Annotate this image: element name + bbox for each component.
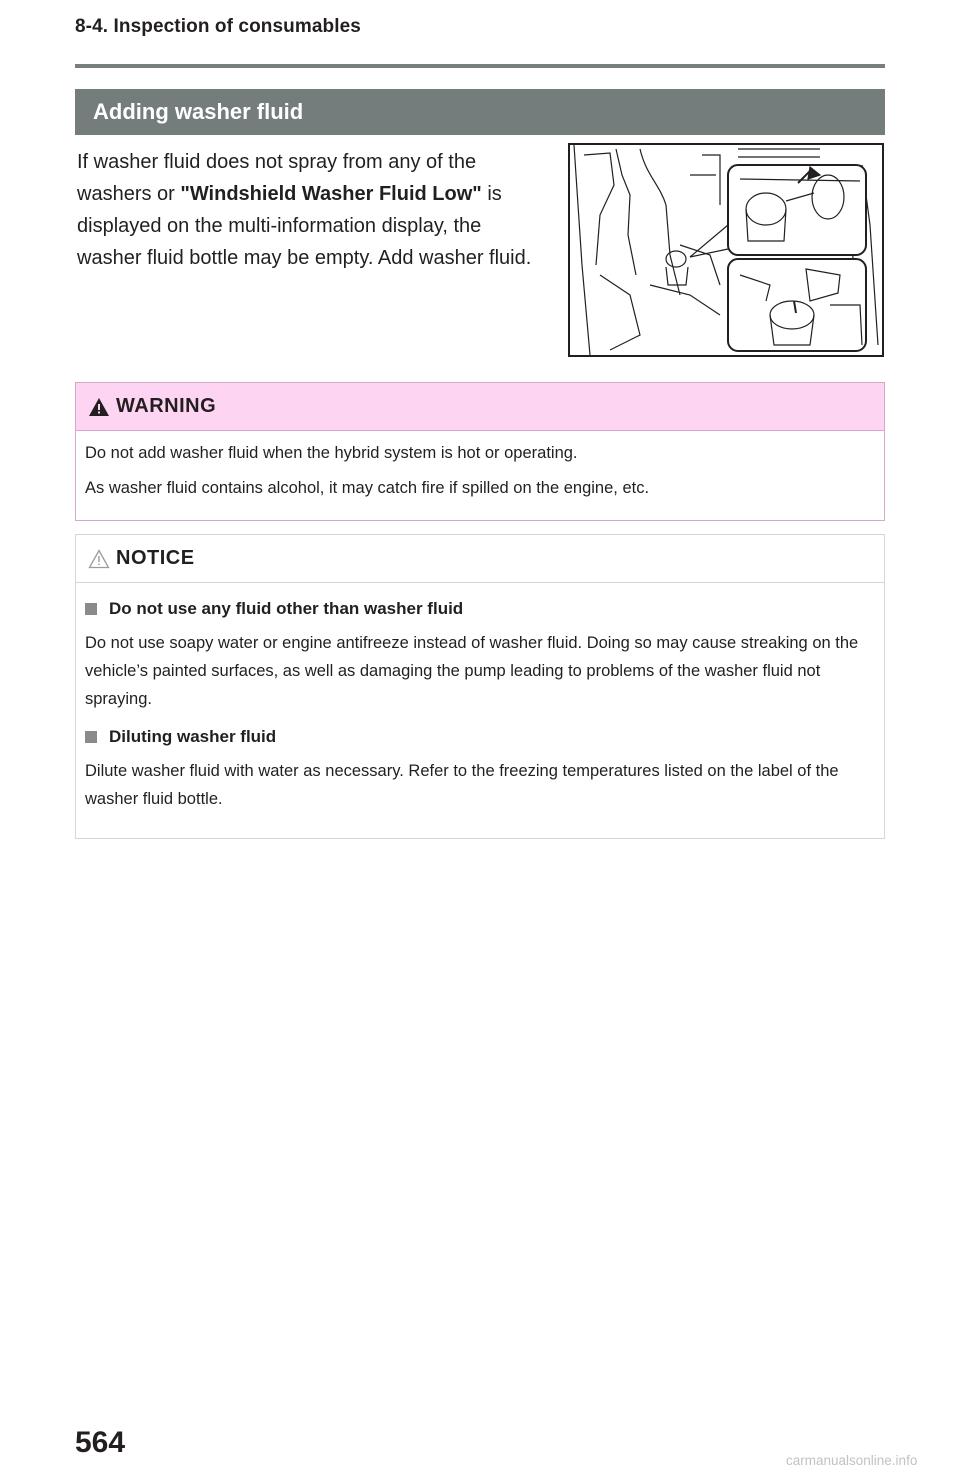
notice-header — [76, 535, 884, 583]
warning-box — [75, 382, 885, 521]
warning-title: WARNING — [116, 395, 217, 417]
washer-fluid-figure — [568, 143, 884, 357]
warning-body — [76, 431, 884, 498]
square-bullet-icon — [85, 603, 97, 615]
notice-triangle-outline-icon — [88, 549, 110, 569]
warning-triangle-icon — [88, 397, 110, 417]
intro-text-after: is displayed on the multi-information display, the washer fluid bottle may be empty. Add washer fluid. — [77, 183, 532, 269]
page-section-header: 8-4. Inspection of consumables — [75, 16, 361, 37]
warning-header — [76, 383, 884, 431]
notice-item-text: Dilute washer fluid with water as necessary. Refer to the freezing temperatures listed on the label of the washer fluid bottle. — [85, 762, 839, 808]
warning-paragraph: Do not add washer fluid when the hybrid system is hot or operating. — [85, 444, 578, 462]
notice-item-heading — [85, 595, 875, 623]
notice-item-heading-text: Do not use any fluid other than washer fluid — [109, 599, 464, 618]
intro-paragraph — [77, 146, 537, 274]
section-title: Adding washer fluid — [93, 99, 304, 124]
intro-text-before: If washer fluid does not spray from any of the washers or — [77, 151, 477, 205]
washer-fluid-reservoir-illustration — [570, 145, 882, 355]
header-rule — [75, 64, 885, 68]
notice-title: NOTICE — [116, 547, 195, 569]
warning-paragraph: As washer fluid contains alcohol, it may catch fire if spilled on the engine, etc. — [85, 479, 650, 497]
site-watermark: carmanualsonline.info — [786, 1453, 918, 1468]
notice-body — [76, 583, 884, 813]
intro-quoted-message: "Windshield Washer Fluid Low" — [180, 183, 482, 205]
notice-item-heading-text: Diluting washer fluid — [109, 727, 277, 746]
notice-box — [75, 534, 885, 839]
notice-item-heading — [85, 723, 875, 751]
page-number: 564 — [75, 1426, 126, 1459]
notice-item-text: Do not use soapy water or engine antifreeze instead of washer fluid. Doing so may cause streaking on the vehicle’s painted surfaces, as well as damaging the pump leading to problems of the washer fluid not spraying. — [85, 634, 859, 708]
section-title-bar — [75, 89, 885, 135]
square-bullet-icon — [85, 731, 97, 743]
